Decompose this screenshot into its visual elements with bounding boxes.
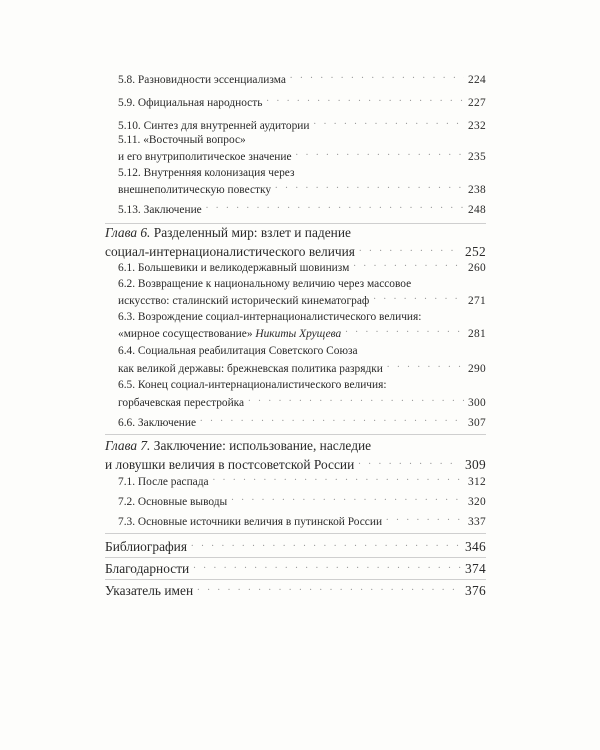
toc-page-number: 235 (468, 151, 486, 164)
toc-page-number: 337 (468, 516, 486, 529)
section-divider (105, 533, 486, 534)
toc-entry-title: 6.6. Заключение (118, 417, 197, 430)
dot-leader (359, 243, 461, 256)
dot-leader (296, 149, 464, 160)
dot-leader (191, 538, 461, 551)
toc-page-number: 232 (468, 120, 486, 133)
dot-leader (197, 582, 461, 595)
toc-entry-title: 7.3. Основные источники величия в путинской России (118, 516, 383, 529)
dot-leader (386, 514, 464, 525)
dot-leader (231, 494, 464, 505)
toc-entry-title: Библиография (105, 539, 188, 555)
dot-leader (248, 395, 464, 406)
toc-page-number: 346 (465, 539, 486, 555)
toc-page-number: 309 (465, 457, 486, 473)
toc-entry-title: 7.2. Основные выводы (118, 496, 228, 509)
toc-page-number: 260 (468, 262, 486, 275)
toc-page-number: 238 (468, 184, 486, 197)
dot-leader (353, 260, 464, 271)
toc-page-number: 320 (468, 496, 486, 509)
section-divider (105, 434, 486, 435)
toc-page-number: 227 (468, 97, 486, 110)
toc-entry-title-cont: искусство: сталинский исторический кинематограф (118, 295, 370, 308)
person-name: Никиты Хрущева (255, 328, 342, 341)
toc-entry-title: Указатель имен (105, 583, 194, 599)
toc-entry-title: 7.1. После распада (118, 476, 209, 489)
dot-leader (290, 72, 464, 83)
toc-entry-title-cont: как великой державы: брежневская политика разрядки (118, 363, 383, 376)
toc-chapter-title-cont: социал-интернационалистического величия (105, 244, 355, 260)
toc-entry-title: 5.13. Заключение (118, 204, 202, 217)
dot-leader (345, 326, 464, 337)
dot-leader (387, 361, 464, 372)
toc-page-number: 271 (468, 295, 486, 308)
toc-page-number: 300 (468, 397, 486, 410)
toc-entry-title: 6.5. Конец социал-интернационалистического величия: (118, 379, 387, 391)
toc-page-number: 248 (468, 204, 486, 217)
dot-leader (193, 560, 461, 573)
chapter-label: Глава 6. (105, 225, 151, 240)
toc-page-number: 281 (468, 328, 486, 341)
toc-page-number: 312 (468, 476, 486, 489)
toc-entry-title-cont: внешнеполитическую повестку (118, 184, 272, 197)
dot-leader (200, 415, 464, 426)
toc-page-number: 252 (465, 244, 486, 260)
toc-entry-title: 5.12. Внутренняя колонизация через (118, 167, 295, 179)
dot-leader (206, 202, 464, 213)
toc-entry-title-cont: и его внутриполитическое значение (118, 151, 292, 164)
dot-leader (213, 474, 464, 485)
toc-page-number: 307 (468, 417, 486, 430)
toc-page-number: 374 (465, 561, 486, 577)
toc-entry-title: 6.4. Социальная реабилитация Советского Союза (118, 345, 358, 357)
toc-page-number: 376 (465, 583, 486, 599)
toc-entry-title: 5.11. «Восточный вопрос» (118, 134, 246, 146)
chapter-label: Глава 7. (105, 438, 151, 453)
toc-page-number: 224 (468, 74, 486, 87)
toc-entry-title: 6.3. Возрождение социал-интернационалистического величия: (118, 311, 422, 323)
toc-page-number: 290 (468, 363, 486, 376)
dot-leader (266, 95, 464, 106)
toc-entry-title: Благодарности (105, 561, 190, 577)
section-divider (105, 579, 486, 580)
toc-entry-title: 5.8. Разновидности эссенциализма (118, 74, 286, 87)
toc-entry-title-cont: «мирное сосуществование» Никиты Хрущева (118, 328, 342, 341)
section-divider (105, 223, 486, 224)
toc-entry-title-cont: горбачевская перестройка (118, 397, 245, 410)
dot-leader (314, 118, 465, 129)
section-divider (105, 557, 486, 558)
toc-chapter-title: Заключение: использование, наследие (153, 438, 372, 453)
toc-chapter-title-cont: и ловушки величия в постсоветской России (105, 457, 355, 473)
dot-leader (373, 293, 464, 304)
dot-leader (358, 456, 461, 469)
dot-leader (275, 182, 464, 193)
toc-entry-title: 5.9. Официальная народность (118, 97, 263, 110)
toc-chapter-title: Разделенный мир: взлет и падение (153, 225, 351, 240)
toc-entry-title: 6.1. Большевики и великодержавный шовинизм (118, 262, 350, 275)
toc-entry-title: 5.10. Синтез для внутренней аудитории (118, 120, 310, 133)
toc-entry-title: 6.2. Возвращение к национальному величию через массовое (118, 278, 412, 290)
